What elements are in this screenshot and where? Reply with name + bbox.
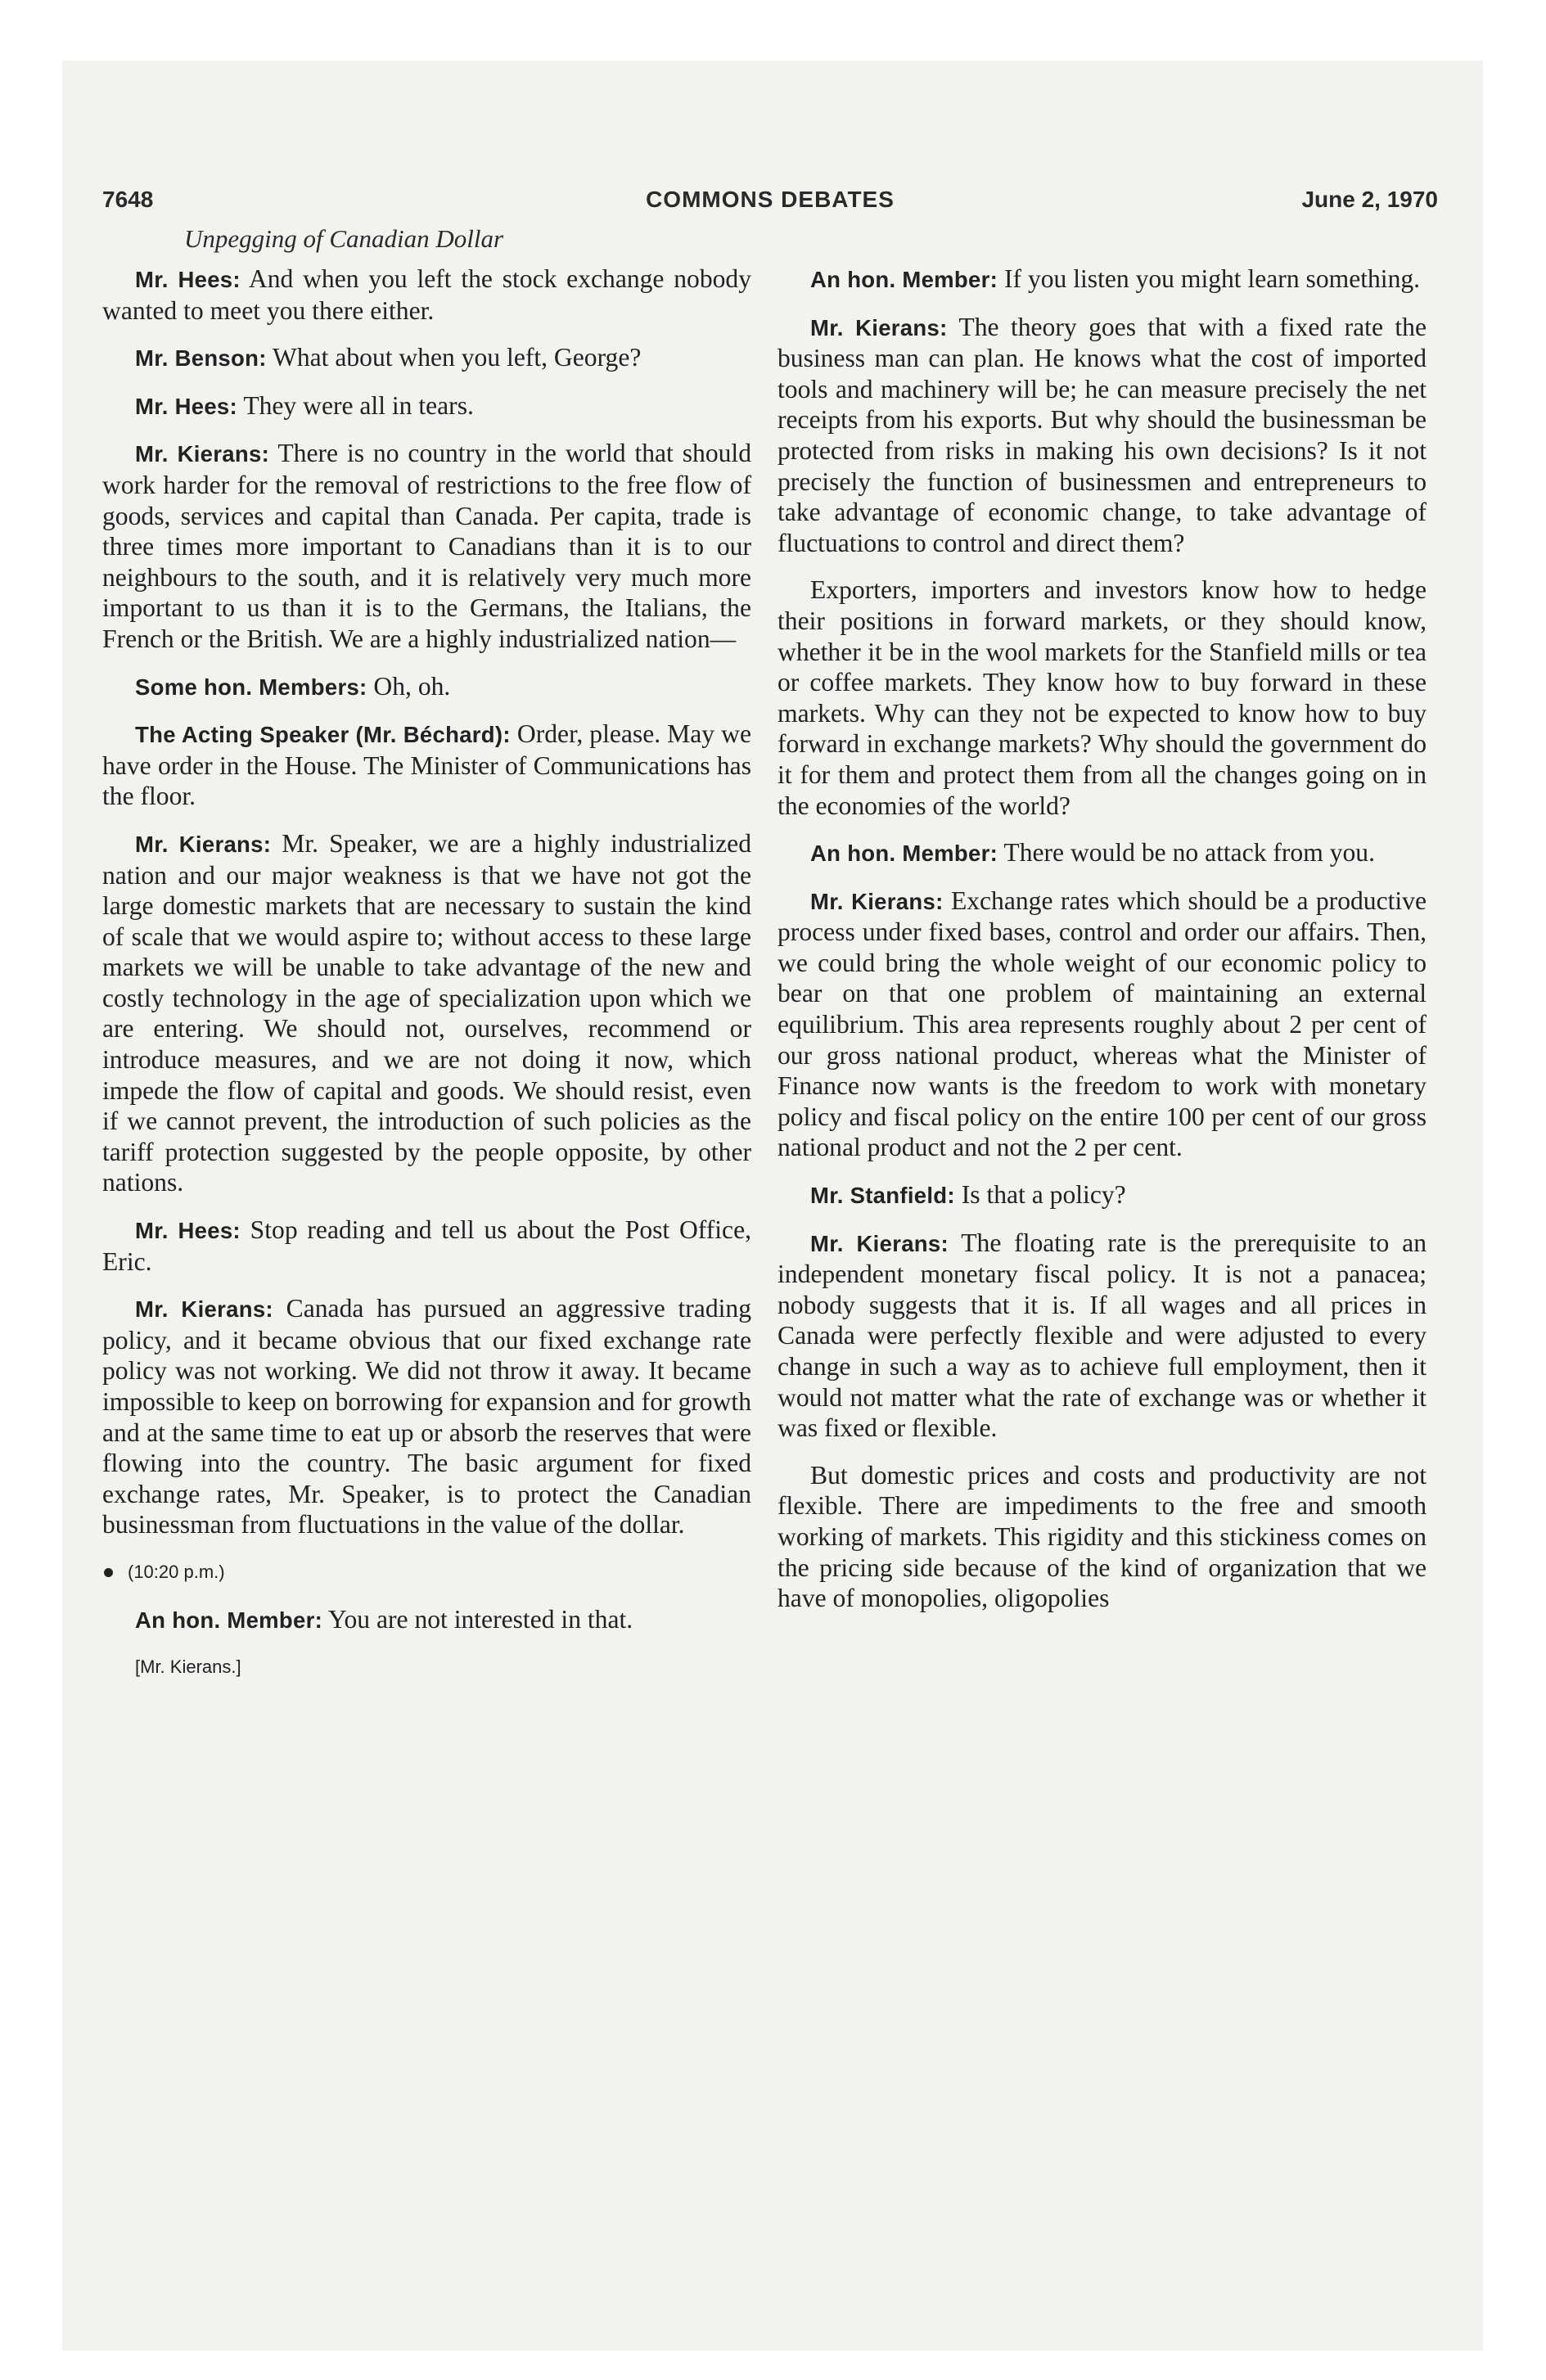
- speech-text: Canada has pursued an aggressive trading policy, and it became obvious that our fixed exchange rate policy was not working. We did not throw it away. It became impossible to keep on borrowing for expansion and for growth and at the same time to eat up or absorb the reserves that were flowing into the country. The basic argument for fixed exchange rates, Mr. Speaker, is to protect the Canadian businessman from fluctuations in the value of the dollar.: [102, 1294, 752, 1539]
- speech-text: Oh, oh.: [373, 671, 451, 701]
- speech-paragraph: [102, 438, 751, 654]
- speech-paragraph: [778, 312, 1427, 559]
- speech-text: Exchange rates which should be a productive process under fixed bases, control and order our affairs. Then, we could bring the whole weight of our economic policy to bear on that one problem of maintaining an external equilibrium. This area represents roughly about 2 per cent of our gross national product, whereas what the Minister of Finance now wants is the freedom to work with monetary policy and fiscal policy on the entire 100 per cent of our gross national product and not the 2 per cent.: [778, 886, 1427, 1162]
- continuation-note: [Mr. Kierans.]: [135, 1657, 241, 1678]
- speech-text: Mr. Speaker, we are a highly industrialized nation and our major weakness is that we have not got the large domestic markets that are necessary to sustain the kind of scale that we would aspire to; without access to these large markets we will be unable to take advantage of the new and costly technology in the age of specialization upon which we are entering. We should not, ourselves, recommend or introduce measures, and we are not doing it now, which impede the flow of capital and goods. We should resist, even if we cannot prevent, the introduction of such policies as the tariff protection suggested by the people opposite, by other nations.: [102, 828, 751, 1197]
- right-column: [778, 264, 1427, 1630]
- speech-paragraph: [778, 837, 1427, 869]
- speech-paragraph: [102, 828, 751, 1198]
- speaker-name: Mr. Stanfield:: [810, 1183, 955, 1209]
- speech-paragraph: [778, 1228, 1427, 1444]
- speaker-name: An hon. Member:: [135, 1607, 323, 1633]
- speech-paragraph: [778, 575, 1427, 821]
- speech-paragraph: [778, 1179, 1427, 1211]
- speaker-name: Some hon. Members:: [135, 674, 367, 700]
- speaker-name: Mr. Hees:: [135, 267, 241, 292]
- speech-text: Is that a policy?: [961, 1180, 1126, 1210]
- time-note-text: (10:20 p.m.): [128, 1561, 225, 1582]
- speech-paragraph: [778, 264, 1427, 295]
- speech-text: If you listen you might learn something.: [1004, 264, 1421, 293]
- speech-paragraph: [102, 1604, 751, 1636]
- page-date: June 2, 1970: [1301, 187, 1438, 212]
- speaker-name: An hon. Member:: [810, 267, 998, 292]
- section-subhead: Unpegging of Canadian Dollar: [184, 224, 504, 253]
- page-header: [102, 187, 1438, 226]
- speaker-name: Mr. Benson:: [135, 345, 267, 372]
- speech-text: The theory goes that with a fixed rate the business man can plan. He knows what the cost of imported tools and machinery will be; he can measure precisely the net receipts from his exports. But why should the businessman be protected from risks in making his own decisions? Is it not precisely the function of businessmen and entrepreneurs to take advantage of economic change, to take advantage of fluctuations to control and direct them?: [778, 312, 1427, 557]
- speaker-name: The Acting Speaker (Mr. Béchard):: [135, 722, 511, 748]
- speech-text: You are not interested in that.: [327, 1604, 633, 1634]
- speech-text: But domestic prices and costs and productivity are not flexible. There are impediments to the free and smooth working of markets. This rigidity and this stickiness comes on the pricing side because of the kind of organization that we have of monopolies, oligopolies: [778, 1460, 1427, 1613]
- speech-paragraph: [102, 264, 751, 326]
- speaker-name: An hon. Member:: [810, 841, 998, 867]
- speech-paragraph: [778, 1460, 1427, 1614]
- speech-text: The floating rate is the prerequisite to an independent monetary fiscal policy. It is not a panacea; nobody suggests that it is. If all wages and all prices in Canada were perfectly flexible and were adjusted to every change in such a way as to achieve full employment, then it would not matter what the rate of exchange was or whether it was fixed or flexible.: [778, 1228, 1427, 1443]
- speech-text: Exporters, importers and investors know how to hedge their positions in forward markets, or they should know, whether it be in the wool markets for the Stanfield mills or tea or coffee markets. They know how to buy forward in these markets. Why can they not be expected to know how to buy forward in exchange markets? Why should the government do it for them and protect them from all the changes going on in the economies of the world?: [778, 575, 1427, 820]
- speech-paragraph: [102, 719, 751, 812]
- speaker-name: Mr. Kierans:: [135, 831, 272, 857]
- speaker-name: Mr. Kierans:: [810, 314, 948, 340]
- bullet-icon: [104, 1568, 113, 1577]
- speech-text: There would be no attack from you.: [1003, 838, 1375, 868]
- speech-text: There is no country in the world that should work harder for the removal of restrictions to the free flow of goods, services and capital than Canada. Per capita, trade is three times more important to Canadians than it is to our neighbours to the south, and it is relatively very much more important to us than it is to the Germans, the Italians, the French or the British. We are a highly industrialized nation—: [102, 439, 752, 653]
- left-column: [102, 264, 751, 1683]
- speech-text: Order, please. May we have order in the House. The Minister of Communications has the floor.: [102, 719, 752, 811]
- time-note: [102, 1557, 751, 1588]
- speech-text: What about when you left, George?: [273, 343, 642, 372]
- speaker-name: Mr. Kierans:: [135, 1296, 273, 1323]
- speech-paragraph: [102, 671, 751, 703]
- speaker-name: Mr. Hees:: [135, 393, 237, 419]
- publication-title: COMMONS DEBATES: [646, 187, 895, 212]
- speech-paragraph: [102, 342, 751, 374]
- speaker-name: Mr. Kierans:: [810, 888, 944, 914]
- speaker-name: Mr. Kierans:: [135, 441, 270, 467]
- page-number: 7648: [102, 187, 154, 212]
- speaker-name: Mr. Hees:: [135, 1218, 241, 1244]
- speech-paragraph: [102, 1293, 751, 1540]
- speech-text: And when you left the stock exchange nobody wanted to meet you there either.: [102, 264, 752, 325]
- speech-paragraph: [102, 1215, 751, 1277]
- speech-text: Stop reading and tell us about the Post Office, Eric.: [102, 1215, 751, 1276]
- speech-text: They were all in tears.: [243, 390, 474, 420]
- speech-paragraph: [778, 886, 1427, 1163]
- speaker-name: Mr. Kierans:: [810, 1230, 949, 1256]
- speech-paragraph: [102, 390, 751, 422]
